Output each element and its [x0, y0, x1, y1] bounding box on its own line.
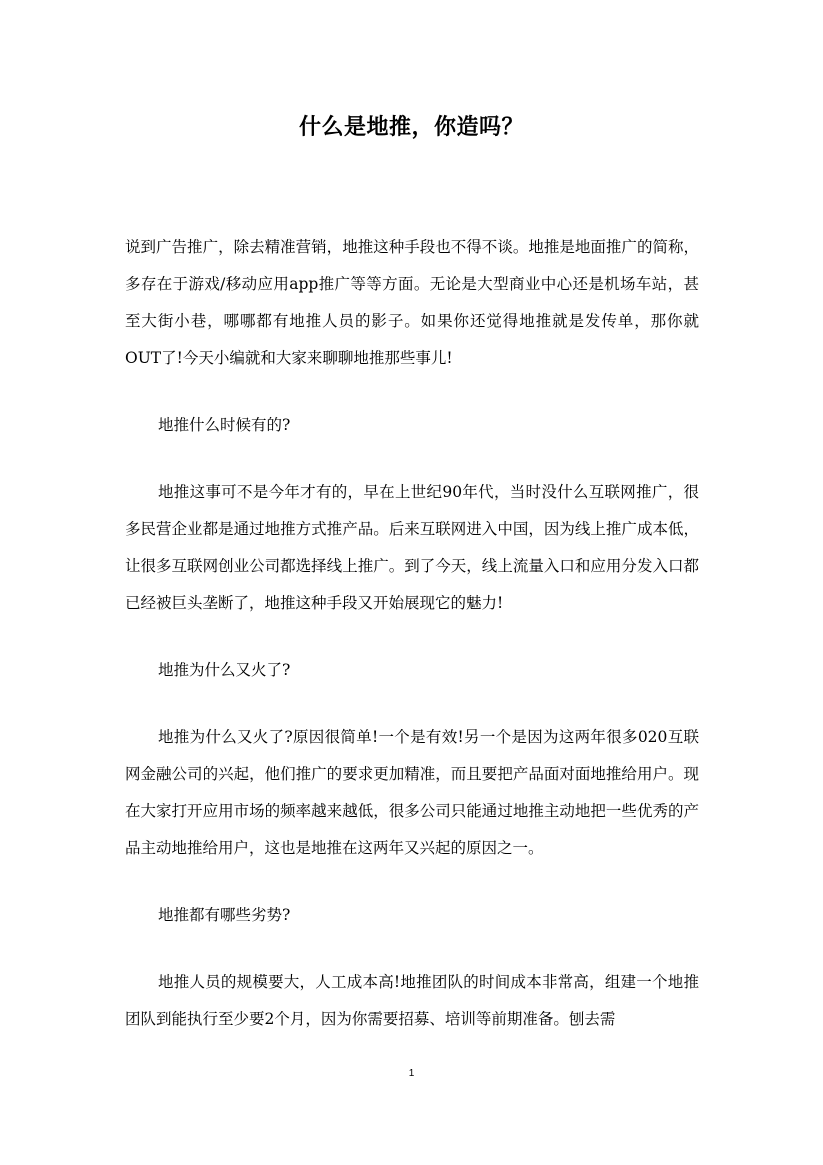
paragraph-why: 地推为什么又火了?原因很简单!一个是有效!另一个是因为这两年很多020互联网金融公司的兴起，他们推广的要求更加精准，而且要把产品面对面地推给用户。现在大家打开应用市场的频率越来越低，很多公司只能通过地推主动地把一些优秀的产品主动地推给用户，这也是地推在这两年又兴起的原因之一。: [125, 728, 699, 857]
section-heading-when: 地推什么时候有的?: [158, 416, 291, 434]
page-number: 1: [408, 1068, 415, 1079]
document-body: [125, 229, 699, 1068]
document-title: 什么是地推，你造吗？: [298, 114, 524, 140]
section-heading-why: 地推为什么又火了?: [158, 661, 291, 679]
paragraph-disadvantages: 地推人员的规模要大，人工成本高!地推团队的时间成本非常高，组建一个地推团队到能执行至少要2个月，因为你需要招募、培训等前期准备。刨去需: [125, 973, 699, 1028]
paragraph-intro: 说到广告推广，除去精准营销，地推这种手段也不得不谈。地推是地面推广的简称，多存在于游戏/移动应用app推广等等方面。无论是大型商业中心还是机场车站，甚至大街小巷，哪哪都有地推人员的影子。如果你还觉得地推就是发传单，那你就OUT了!今天小编就和大家来聊聊地推那些事儿!: [125, 238, 699, 367]
section-heading-disadvantages: 地推都有哪些劣势?: [158, 906, 291, 924]
paragraph-when: 地推这事可不是今年才有的，早在上世纪90年代，当时没什么互联网推广，很多民营企业都是通过地推方式推产品。后来互联网进入中国，因为线上推广成本低，让很多互联网创业公司都选择线上推广。到了今天，线上流量入口和应用分发入口都已经被巨头垄断了，地推这种手段又开始展现它的魅力!: [125, 483, 699, 612]
